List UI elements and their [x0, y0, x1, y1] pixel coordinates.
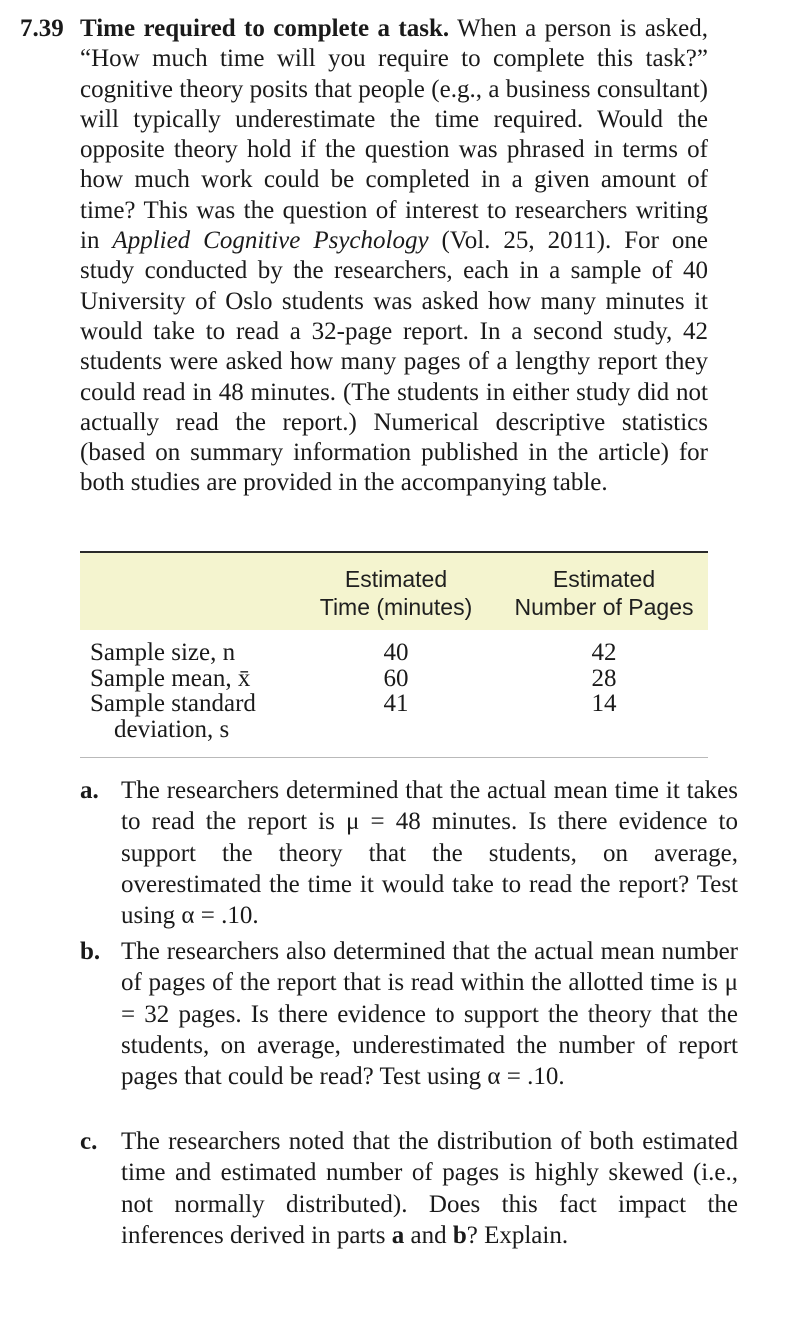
column-header-pages-line1: Estimated [552, 566, 656, 592]
question-c-label: c. [80, 1128, 98, 1155]
column-header-pages-line2: Number of Pages [514, 594, 694, 620]
row-label-sample-size: Sample size, n [90, 639, 236, 666]
row-label-sample-sd: Sample standard [90, 690, 256, 717]
column-header-pages [500, 565, 708, 621]
intro-text-part-2: (Vol. 25, 2011). For one study conducted by the researchers, each in a sample of 40 University of Oslo students was asked how many minutes it would take to read a 32-page report. In a second study, 42 students were asked how many pages of a lengthy report they could read in 48 minutes. (The students in either study did not actually read the report.) Numerical descriptive statistics (based on summary information published in the article) for both studies are provided in the accompanying table. [80, 227, 708, 497]
question-c-text [121, 1126, 738, 1251]
statistics-table [80, 551, 708, 758]
cell-time-sample-mean: 60 [383, 665, 409, 692]
cell-pages-sample-size: 42 [591, 639, 617, 666]
cell-time-sample-size: 40 [383, 639, 409, 666]
column-header-time-line1: Estimated [344, 566, 448, 592]
row-label-sample-sd-continued: deviation, s [114, 716, 230, 743]
cell-time-sample-sd: 41 [383, 690, 409, 717]
part-b-reference: b [452, 1221, 467, 1249]
journal-name: Applied Cognitive Psychology [112, 227, 429, 255]
exercise-intro [80, 14, 708, 499]
column-header-time-line2: Time (minutes) [319, 594, 473, 620]
question-a [80, 775, 738, 931]
row-label-sample-mean: Sample mean, x̄ [90, 665, 251, 692]
table-header [80, 553, 708, 630]
question-b-text: The researchers also determined that the actual mean number of pages of the report that is read within the allotted time is μ = 32 pages. Is there evidence to support the theory that the students, on average, underestimated the number of report pages that could be read? Test using α = .10. [121, 938, 738, 1091]
cell-pages-sample-mean: 28 [591, 665, 617, 692]
intro-text-part-1: When a person is asked, “How much time will you require to complete this task?” cognitive theory posits that people (e.g., a business consultant) will typically underestimate the time required. Would the opposite theory hold if the question was phrased in terms of how much work could be completed in a given amount of time? This was the question of interest to researchers writing in [80, 15, 708, 255]
exercise-title: Time required to complete a task. [80, 15, 450, 42]
question-b [80, 936, 738, 1092]
question-c-text-part-2: and [404, 1221, 453, 1249]
exercise-number: 7.39 [20, 15, 64, 42]
question-c-text-part-3: ? Explain. [466, 1221, 569, 1249]
question-a-label: a. [80, 777, 99, 804]
question-a-text: The researchers determined that the actual mean time it takes to read the report is μ = 48 minutes. Is there evidence to support the theory that the students, on average, overestimated the time it would take to read the report? Test using α = .10. [121, 777, 738, 930]
column-header-time [308, 565, 484, 621]
question-c-text-part-1: The researchers noted that the distribution of both estimated time and estimated number of pages is highly skewed (i.e., not normally distributed). Does this fact impact the inferences derived in parts [121, 1128, 738, 1249]
part-a-reference: a [391, 1221, 405, 1249]
cell-pages-sample-sd: 14 [591, 690, 617, 717]
question-b-label: b. [80, 938, 101, 965]
question-c [80, 1126, 738, 1251]
